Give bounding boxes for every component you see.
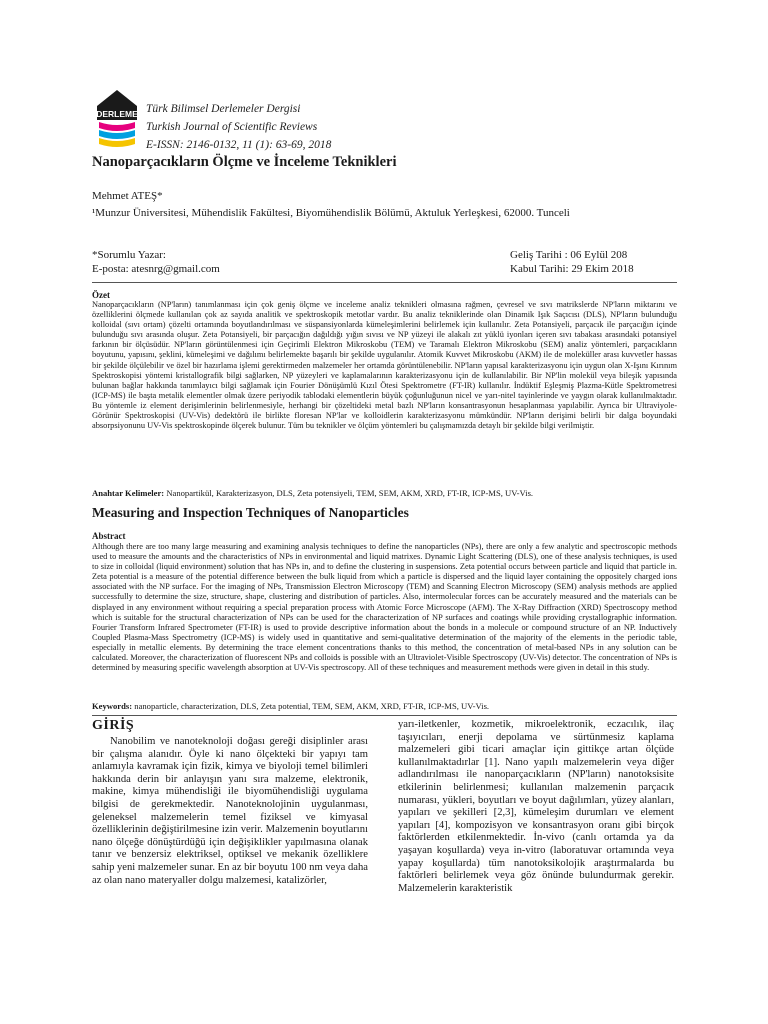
corresponding-label: *Sorumlu Yazar: (92, 249, 166, 261)
author-name: Mehmet ATEŞ* (92, 190, 163, 202)
article-title-en: Measuring and Inspection Techniques of Nanoparticles (92, 505, 409, 520)
article-dates (510, 248, 634, 276)
journal-name-tr: Türk Bilimsel Derlemeler Dergisi (146, 103, 301, 115)
divider (92, 715, 677, 716)
accepted-date: Kabul Tarihi: 29 Ekim 2018 (510, 263, 634, 275)
keywords-en-list: nanoparticle, characterization, DLS, Zeta potential, TEM, SEM, AKM, XRD, FT-IR, ICP-MS, UV-Vis. (134, 701, 490, 711)
abstract-text: Although there are too many large measuring and examining analysis techniques to define the nanoparticles (NPs), there are only a few analytic and spectroscopic methods used to measure the amounts and the characteristics of NPs in environmental and liquid matrixes. Dynamic Light Scattering (DLS), one of these analysis techniques, is used to size in colloidal (liquid environment) solution that has NPs in, and to define the clustering in suspensions. Zeta potential occurs between particle and liquid that particle in. Zeta potential is a measure of the potential difference between the bulk liquid from which a particle is dispersed and the liquid layer containing the oppositely charged ions associated with the NP surface. For the imaging of NPs, Transmission Electron Microscopy (TEM) and Scanning Electron Microscopy (SEM) analysis methods are applied successfully to determine the size, structure, shape, clustering and distribution of particles. Also, intermolecular forces can be accurately measured and the materials can be displayed in any environment without requiring a special preparation process with Atomic Force Microscope (AFM). The X-Ray Diffraction (XRD) Spectroscopy method which is suitable for the structural characterization of NPs can be used for the characterization of NP surfaces and coatings while providing crystallographic information. Fourier Transform Infrared Spectrometer (FT-IR) is used to provide descriptive information about the bonds in a molecule or compound structure of an NP. Inductively Coupled Plasma-Mass Spectrometry (ICP-MS) is widely used in quantitative and semi-qualitative determination of the majority of the elements in the periodic table, especially in metallic elements. By determining the trace element concentrations thanks to this method, the concentration of metal-based NPs in any solution can be calculated. Moreover, the characterization of fluorescent NPs and colloids is possible with an Ultraviolet-Visible Spectroscopy (UV-Vis) detector. The concentration of NPs is determined by measuring specific wavelength absorption at UV-Vis spectroscopy. All of these techniques and measurement methods were given in detail in this study. (92, 542, 677, 673)
journal-logo-icon (93, 88, 141, 156)
body-left-column: Nanobilim ve nanoteknoloji doğası gereği disiplinler arası bir çalışma alanıdır. Öyle ki nano ölçekteki bir yapıyı tam anlamıyla kavramak için fizik, kimya ve biyoloji temel bilimleri hakkında derin bir anlayışın yanı sıra malzeme, elektronik, makine, kimya mühendisliği ile biyomühendisliği uygulama bilgisi de gerekmektedir. Nanoteknolojinin uygulanması, geleneksel malzemelerin temel fiziksel ve kimyasal özelliklerinin değiştirilmesine izin verir. Malzemenin boyutlarını nano ölçeğe dönüştürdüğü için değişiklikler yapılmasına olanak tanır ve benzersiz elektriksel, optiksel ve mekanik özelliklere sahip yeni malzemeler sunar. En az bir boyutu 100 nm veya daha az olan nano materyaller dolgu malzemesi, katalizörler, (92, 736, 368, 886)
divider (92, 282, 677, 283)
author-affiliation: ¹Munzur Üniversitesi, Mühendislik Fakültesi, Biyomühendislik Bölümü, Aktuluk Yerleşkesi, 62000. Tunceli (92, 207, 570, 219)
body-right-column: yarı-iletkenler, kozmetik, mikroelektronik, eczacılık, ilaç taşıyıcıları, enerji depolama ve sürtünmesiz kaplama malzemeleri gibi ticari amaçlar için gittikçe artan ölçüde kullanılmaktadırlar [1]. Nano yapılı malzemelerin veya diğer adlandırılması ile nanoparçacıkların (NP'ların) nanotoksisite etkilerinin belirlenmesi; kullanılan malzemenin parçacık numarası, yükleri, boyutları ve boyut dağılımları, yüzey alanları, yapıları ve şekilleri [2,3], kümeleşim durumları ve element yapıları [4], kompozisyon ve konsantrasyon oranı gibi birçok faktörlerden etkilenmektedir. İn-vivo (canlı ortamda ya da yaşayan koşullarda) veya in-vitro (laboratuvar ortamında veya yapay koşullarda) tüm nanotoksikolojik araştırmalarda bu faktörleri belirlemek veya göz önünde bulundurmak gerekir. Malzemelerin karakteristik (398, 719, 674, 894)
keywords-en (92, 701, 677, 711)
keywords-en-label: Keywords: (92, 701, 133, 711)
ozet-text: Nanoparçacıkların (NP'ların) tanımlanması için çok geniş ölçme ve inceleme analiz teknikleri olmasına rağmen, çevresel ve sıvı matrikslerde NP'ların miktarını ve özelliklerini ölçmede kullanılan çok az sayıda analitik ve spektroskopik metotlar vardır. Bu analiz tekniklerinde olan Dinamik Işık Saçıcısı (DLS), NP'ların bulunduğu kolloidal (sıvı ortam) çözelti ortamında boyutlandırılması ve süspansiyonlarda kümeleşimlerini belirlemek için kullanılır. Zeta Potansiyeli, parçacık ile parçacığın içinde bulunduğu sıvı arasında oluşur. Zeta Potansiyeli, bir parçacığın dağıldığı yığın sıvısı ve NP yüzeyi ile alakalı zıt yüklü iyonları içeren sıvı tabakası arasındaki potansiyel farkının bir ölçüsüdür. NP'ların görüntülenmesi için Geçirimli Elektron Mikroskobu (TEM) ve Taramalı Elektron Mikroskobu (SEM) analiz yöntemleri, parçacıkların boyutunu, yapısını, şeklini, kümeleşimi ve dağılımı belirlemekte başarılı bir şekilde uygulanılır. Atomik Kuvvet Mikroskobu (AKM) ile de moleküller arası kuvvetler hassas bir şekilde ölçülebilir ve özel bir hazırlama işlemi gerektirmeden malzemeler her ortamda görüntülenebilir. NP'ların yapısal karakterizasyonu için uygun olan X-Işını Kırınım Spektroskopisi yöntemi kristallografik bilgi sağlarken, NP yüzeyleri ve kaplamalarının karakterizasyonu için de kullanılabilir. Bir NP'lin molekül veya bileşik yapısında bulunan bağlar hakkında tanımlayıcı bilgi sağlamak için Fourier Dönüşümlü Kızıl Ötesi Spektrometre (FT-IR) kullanılır. İndüktif Eşleşmiş Plazma-Kütle Spektrometresi (ICP-MS) ile başta metalik elementler olmak üzere periyodik tablodaki elementlerin büyük çoğunluğunun nicel ve yarı-nitel tayinlerinde ve yaygın olarak kullanılmaktadır. Bu yöntemle iz element derişimlerinin belirlenmesiyle, herhangi bir çözeltideki metal bazlı NP'ların konsantrasyonun hesaplanması yapılabilir. Ayrıca bir Ultraviyole-Görünür Spektroskopisi (UV-Vis) dedektörü ile birlikte floresan NP'lar ve kolloidlerin karakterizasyonu mümkündür. NP'ların derişimi belirli bir dalga boyundaki absorpsiyonunu UV-Vis spektroskopinde ölçerek bulunur. Tüm bu teknikler ve ölçüm yöntemleri bu çalışmamızda detaylı bir şekilde bilgi verilmiştir. (92, 300, 677, 431)
keywords-tr-label: Anahtar Kelimeler: (92, 488, 165, 498)
received-date: Geliş Tarihi : 06 Eylül 208 (510, 249, 628, 261)
corresponding-author (92, 248, 220, 276)
ozet-heading: Özet (92, 290, 110, 300)
keywords-tr (92, 488, 677, 498)
keywords-tr-list: Nanopartikül, Karakterizasyon, DLS, Zeta potensiyeli, TEM, SEM, AKM, XRD, FT-IR, ICP-MS, UV-Vis. (166, 488, 534, 498)
abstract-heading: Abstract (92, 531, 126, 541)
journal-name-en: Turkish Journal of Scientific Reviews (146, 121, 318, 133)
journal-issn: E-ISSN: 2146-0132, 11 (1): 63-69, 2018 (146, 139, 332, 151)
email: E-posta: atesnrg@gmail.com (92, 263, 220, 275)
article-title-tr: Nanoparçacıkların Ölçme ve İnceleme Teknikleri (92, 154, 397, 170)
section-heading: GİRİŞ (92, 718, 135, 733)
journal-info (146, 100, 331, 154)
logo-text: DERLEME (96, 109, 138, 119)
